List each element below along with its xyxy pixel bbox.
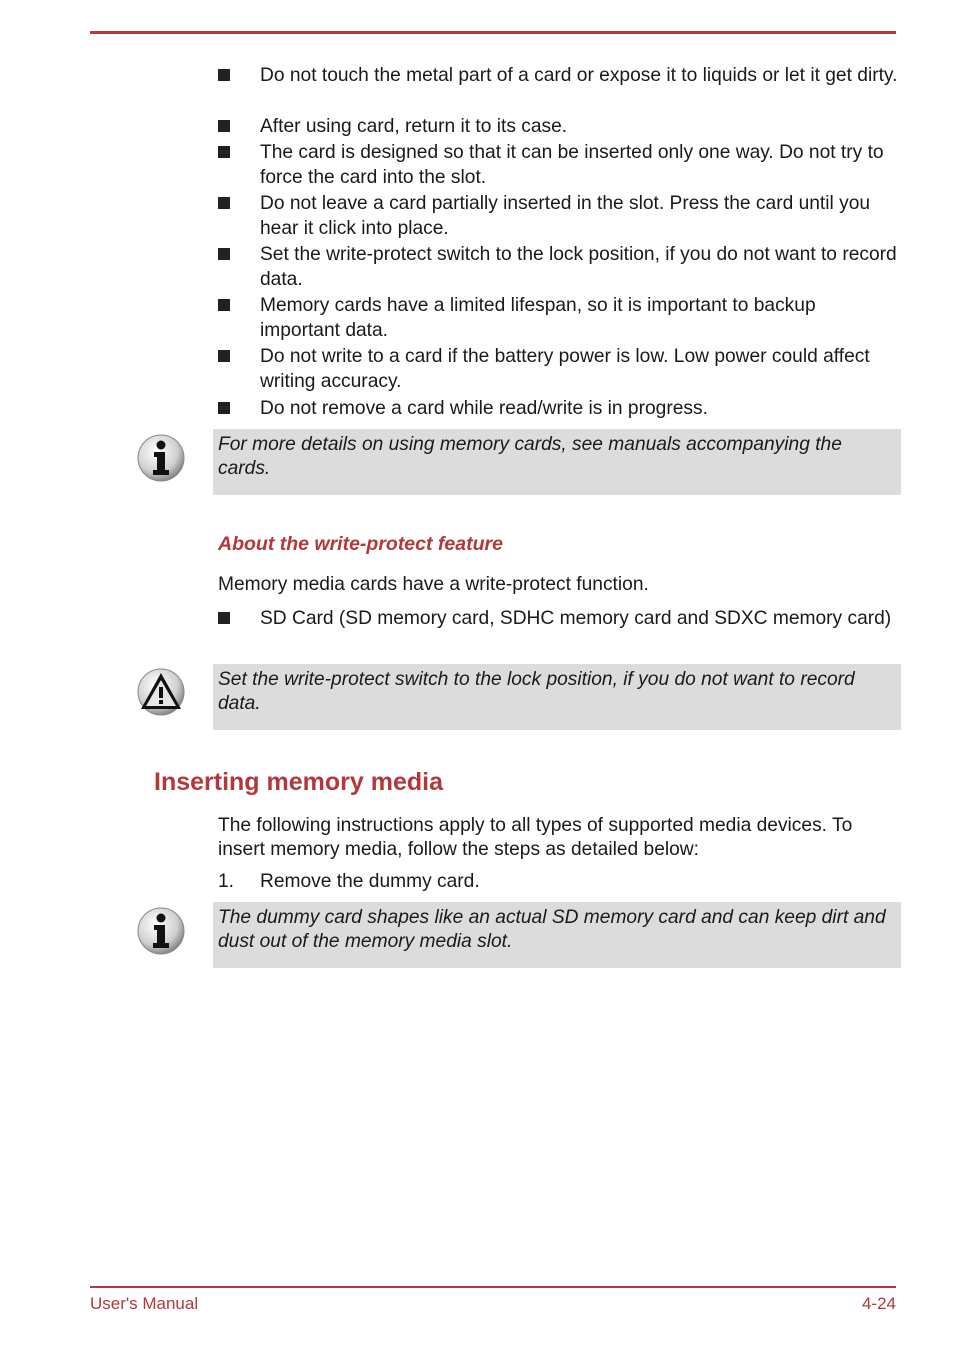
bullet-square-icon xyxy=(218,146,230,158)
bullet-square-icon xyxy=(218,299,230,311)
note-text: The dummy card shapes like an actual SD memory card and can keep dirt and dust out of the memory media slot. xyxy=(218,907,886,952)
list-item: Do not touch the metal part of a card or expose it to liquids or let it get dirty. xyxy=(260,63,900,88)
bullet-square-icon xyxy=(218,69,230,81)
note-text: For more details on using memory cards, see manuals accompanying the cards. xyxy=(218,434,842,479)
header-rule xyxy=(90,31,896,34)
list-item: After using card, return it to its case. xyxy=(260,114,900,139)
warning-note-box xyxy=(213,664,901,730)
paragraph: Memory media cards have a write-protect function. xyxy=(218,574,649,595)
list-item: The card is designed so that it can be inserted only one way. Do not try to force the card into the slot. xyxy=(260,140,900,190)
note-box xyxy=(213,902,901,968)
list-item: SD Card (SD memory card, SDHC memory card and SDXC memory card) xyxy=(260,606,900,631)
list-item: Do not write to a card if the battery power is low. Low power could affect writing accuracy. xyxy=(260,344,900,394)
info-icon xyxy=(136,433,186,483)
footer-rule xyxy=(90,1286,896,1288)
bullet-square-icon xyxy=(218,197,230,209)
bullet-square-icon xyxy=(218,402,230,414)
section-heading: Inserting memory media xyxy=(154,768,443,796)
step-text: Remove the dummy card. xyxy=(260,871,480,892)
bullet-square-icon xyxy=(218,120,230,132)
list-item: Do not leave a card partially inserted in the slot. Press the card until you hear it click into place. xyxy=(260,191,900,241)
step-number: 1. xyxy=(218,871,235,892)
list-item: Set the write-protect switch to the lock position, if you do not want to record data. xyxy=(260,242,900,292)
footer-title: User's Manual xyxy=(90,1294,199,1313)
page-number: 4-24 xyxy=(861,1294,896,1313)
note-box xyxy=(213,429,901,495)
warning-icon xyxy=(136,667,186,717)
note-text: Set the write-protect switch to the lock position, if you do not want to record data. xyxy=(218,669,855,714)
step-item xyxy=(218,870,480,894)
bullet-square-icon xyxy=(218,350,230,362)
paragraph: The following instructions apply to all types of supported media devices. To insert memory media, follow the steps as detailed below: xyxy=(218,815,853,860)
list-item: Do not remove a card while read/write is in progress. xyxy=(260,396,900,421)
list-item: Memory cards have a limited lifespan, so it is important to backup important data. xyxy=(260,293,900,343)
subsection-heading: About the write-protect feature xyxy=(218,533,503,555)
info-icon xyxy=(136,906,186,956)
bullet-square-icon xyxy=(218,248,230,260)
bullet-square-icon xyxy=(218,612,230,624)
